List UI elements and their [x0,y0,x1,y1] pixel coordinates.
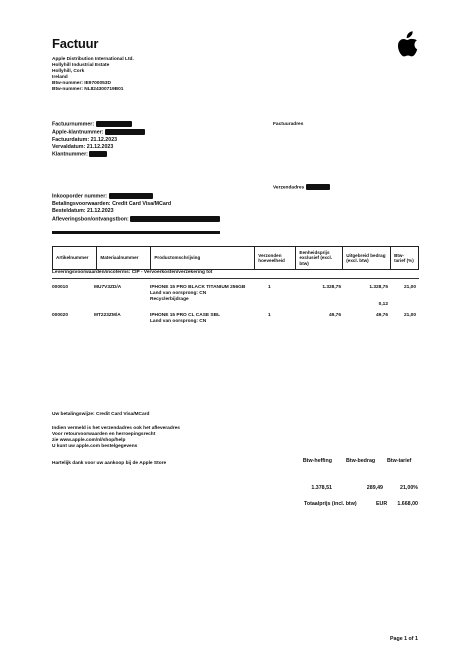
col-header: Uitgebreid bedrag (excl. btw) [343,247,391,270]
redacted-value [130,216,220,222]
table-header-row [53,247,419,270]
page-number: Page 1 of 1 [390,636,418,642]
seller-line: Hollyhill Industrial Estate [52,63,110,68]
item-number: 000010 [52,285,69,290]
payment-note: Uw betalingswijze: Credit Card Visa/MCard [52,412,150,417]
quantity: 1 [268,285,271,290]
invoice-meta [52,121,145,159]
product-note: Recyclerbijdrage [150,297,189,302]
recycle-fee: 0,12 [378,302,388,307]
col-header: Productomschrijving [151,247,255,270]
order-meta [52,193,220,223]
seller-line: Btw-nummer: IE9700053D [52,81,111,86]
section-divider [52,278,419,279]
material-number: MT223ZM/A [94,313,121,318]
footer-notes [52,426,180,450]
invoice-date-label: Factuurdatum: [52,136,90,143]
seller-address [52,57,134,93]
seller-line: Apple Distribution International Ltd. [52,57,134,62]
invoice-number-label: Factuurnummer: [52,121,95,128]
total-label: Totaalprijs (incl. btw) [304,501,357,507]
apple-logo-icon [395,30,421,65]
seller-line: Ireland [52,75,68,80]
unit-price: 49,76 [328,313,341,318]
items-table [52,246,419,270]
col-header: Btw-tarief (%) [391,247,419,270]
customer-number-label: Apple-klantnummer: [52,129,104,136]
customer-vat-label: Klantnummer: [52,151,88,158]
product-description [150,285,245,303]
billing-address-label: Factuuradres [273,122,304,127]
seller-line: Hollyhill, Cork [52,69,85,74]
note-line: zie www.apple.com/nl/shop/help [52,438,126,443]
item-number: 000020 [52,313,69,318]
col-header: Materiaalnummer [97,247,151,270]
col-header: Verzonden hoeveelheid [255,247,296,270]
order-number-label: Inkooporder nummer: [52,193,108,200]
product-name: IPHONE 15 PRO BLACK TITANIUM 256GB [150,285,246,290]
vat-rate: 21,00 [403,313,416,318]
product-origin: Land van oorsprong: CN [150,319,207,324]
shipping-address [273,184,330,191]
col-header: Artikelnummer [53,247,97,270]
material-number: MU7V3ZD/A [94,285,122,290]
quantity: 1 [268,313,271,318]
order-date-label: Besteldatum: [52,208,86,215]
order-date: 21.12.2023 [87,208,114,215]
redacted-value [96,121,132,127]
seller-line: Btw-nummer: NL824300719B01 [52,87,124,92]
totals-col-label: Btw-tarief [387,458,412,464]
redacted-value [105,129,145,135]
note-line: Voor retourvoorwaarden en herroepingsrecht [52,432,156,437]
vat-base: 1.378,51 [311,485,332,491]
vat-rate-total: 21,00% [400,485,418,491]
redacted-value [306,184,330,190]
vat-rate: 21,00 [403,285,416,290]
col-header: Eenheidsprijs exclusief (excl. btw) [296,247,343,270]
extended-amount: 49,76 [375,313,388,318]
product-origin: Land van oorsprong: CN [150,291,207,296]
total-currency: EUR [376,501,388,507]
totals-col-label: Btw-bedrag [346,458,376,464]
due-date-label: Vervaldatum: [52,144,86,151]
shipping-address-label: Verzendadres [273,185,305,191]
section-label: Leveringsvoorwaarden/incoterms: CIP - Vervoerkosten/verzekering tot [52,270,213,275]
product-name: IPHONE 15 PRO CL CASE SBL [150,313,221,318]
total-amount: 1.668,00 [397,501,418,507]
payment-method-label: Betalingsvoorwaarden: [52,200,111,207]
due-date: 21.12.2023 [86,144,114,151]
divider-bar [52,231,220,234]
thanks-note: Hartelijk dank voor uw aankoop bij de Apple Store [52,461,167,466]
vat-amount: 289,49 [366,485,383,491]
unit-price: 1.328,75 [322,285,341,290]
product-description [150,313,220,325]
redacted-value [109,193,153,199]
invoice-title: Factuur [52,36,99,51]
note-line: Indien vermeld is het verzendadres ook het afleveradres [52,426,180,431]
payment-method: Credit Card Visa/MCard [112,200,172,207]
extended-amount: 1.328,75 [369,285,388,290]
delivery-number-label: Afleveringsbon/ontvangstbon: [52,216,129,223]
redacted-value [89,151,107,157]
invoice-date: 21.12.2023 [90,136,118,143]
note-line: U kunt uw apple.com bestelgegevens [52,444,138,449]
totals-col-label: Btw-heffing [302,458,332,464]
